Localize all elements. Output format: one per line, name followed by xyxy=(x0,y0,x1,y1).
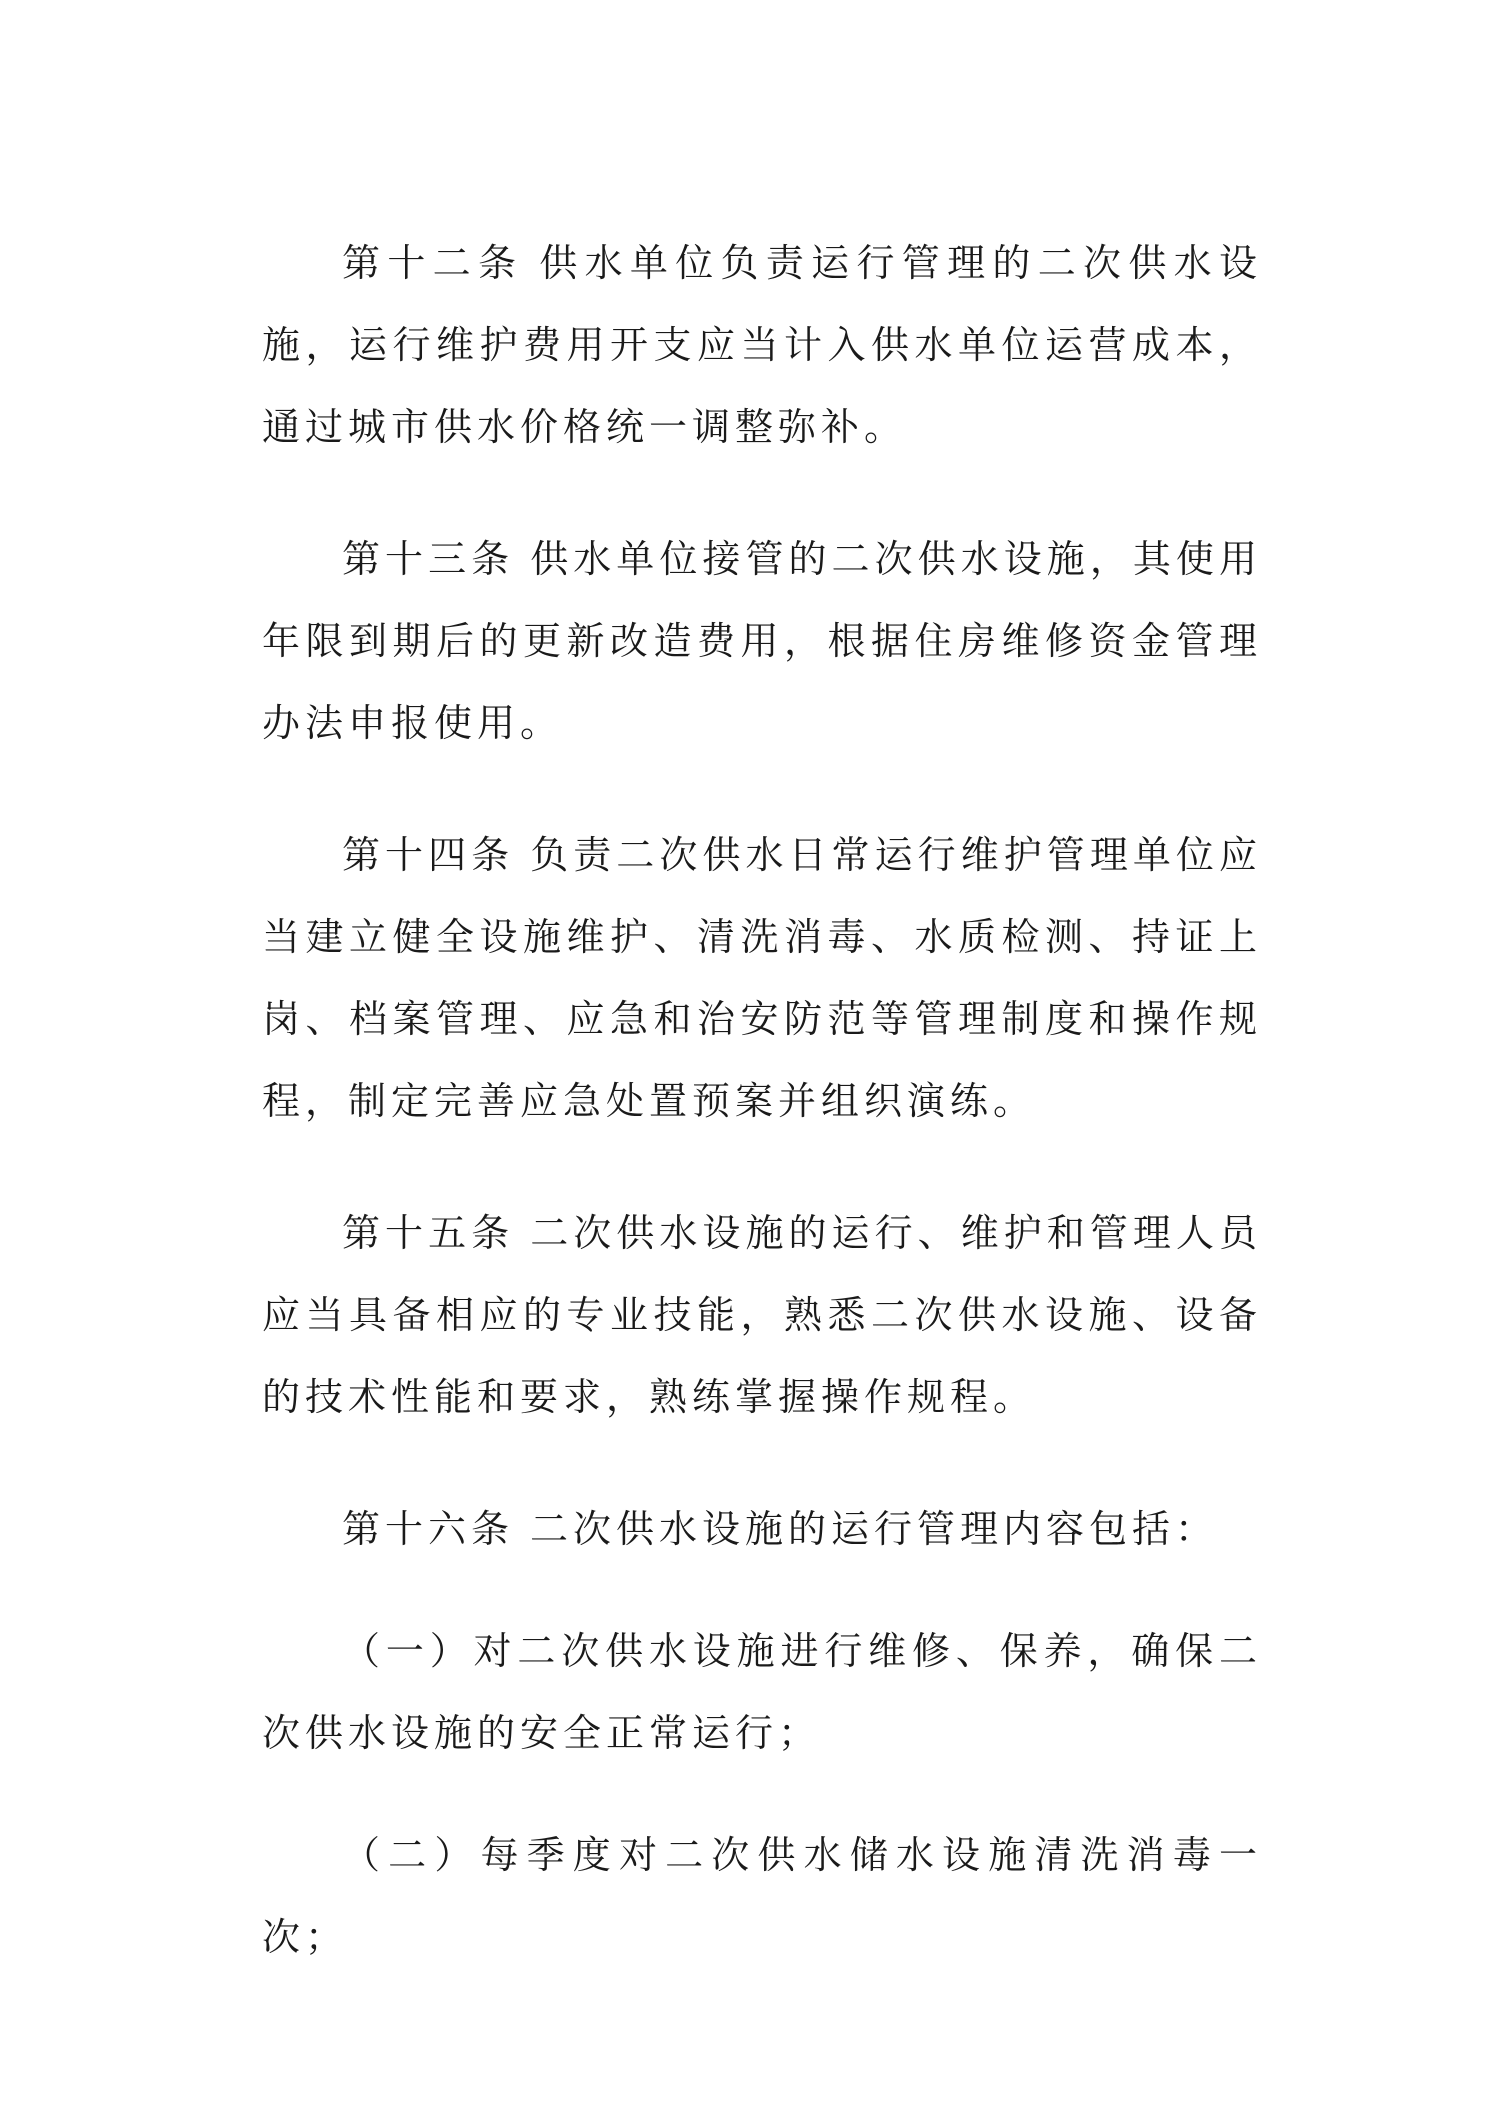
item-1-text: 对二次供水设施进行维修、保养，确保二次供水设施的安全正常运行； xyxy=(262,1629,1262,1755)
article-16-text: 二次供水设施的运行管理内容包括： xyxy=(530,1507,1219,1551)
article-12-paragraph xyxy=(262,222,1262,468)
document-body xyxy=(262,222,1262,1978)
article-13-text: 供水单位接管的二次供水设施，其使用年限到期后的更新改造费用，根据住房维修资金管理办法申报使用。 xyxy=(262,537,1262,745)
article-16-heading: 第十六条 xyxy=(342,1507,515,1551)
item-2-text: 每季度对二次供水储水设施清洗消毒一次； xyxy=(262,1833,1262,1959)
item-2-marker: （二） xyxy=(342,1833,481,1877)
article-15-paragraph xyxy=(262,1192,1262,1438)
article-12-text: 供水单位负责运行管理的二次供水设施，运行维护费用开支应当计入供水单位运营成本，通过城市供水价格统一调整弥补。 xyxy=(262,241,1262,449)
item-1-paragraph xyxy=(262,1610,1262,1774)
article-14-text: 负责二次供水日常运行维护管理单位应当建立健全设施维护、清洗消毒、水质检测、持证上岗、档案管理、应急和治安防范等管理制度和操作规程，制定完善应急处置预案并组织演练。 xyxy=(262,833,1262,1123)
article-15-heading: 第十五条 xyxy=(342,1211,515,1255)
article-15-text: 二次供水设施的运行、维护和管理人员应当具备相应的专业技能，熟悉二次供水设施、设备的技术性能和要求，熟练掌握操作规程。 xyxy=(262,1211,1262,1419)
article-16-paragraph xyxy=(262,1488,1262,1570)
article-14-heading: 第十四条 xyxy=(342,833,515,877)
item-1-marker: （一） xyxy=(342,1629,474,1673)
item-2-paragraph xyxy=(262,1814,1262,1978)
article-12-heading: 第十二条 xyxy=(342,241,524,285)
article-13-paragraph xyxy=(262,518,1262,764)
article-14-paragraph xyxy=(262,814,1262,1142)
article-13-heading: 第十三条 xyxy=(342,537,515,581)
